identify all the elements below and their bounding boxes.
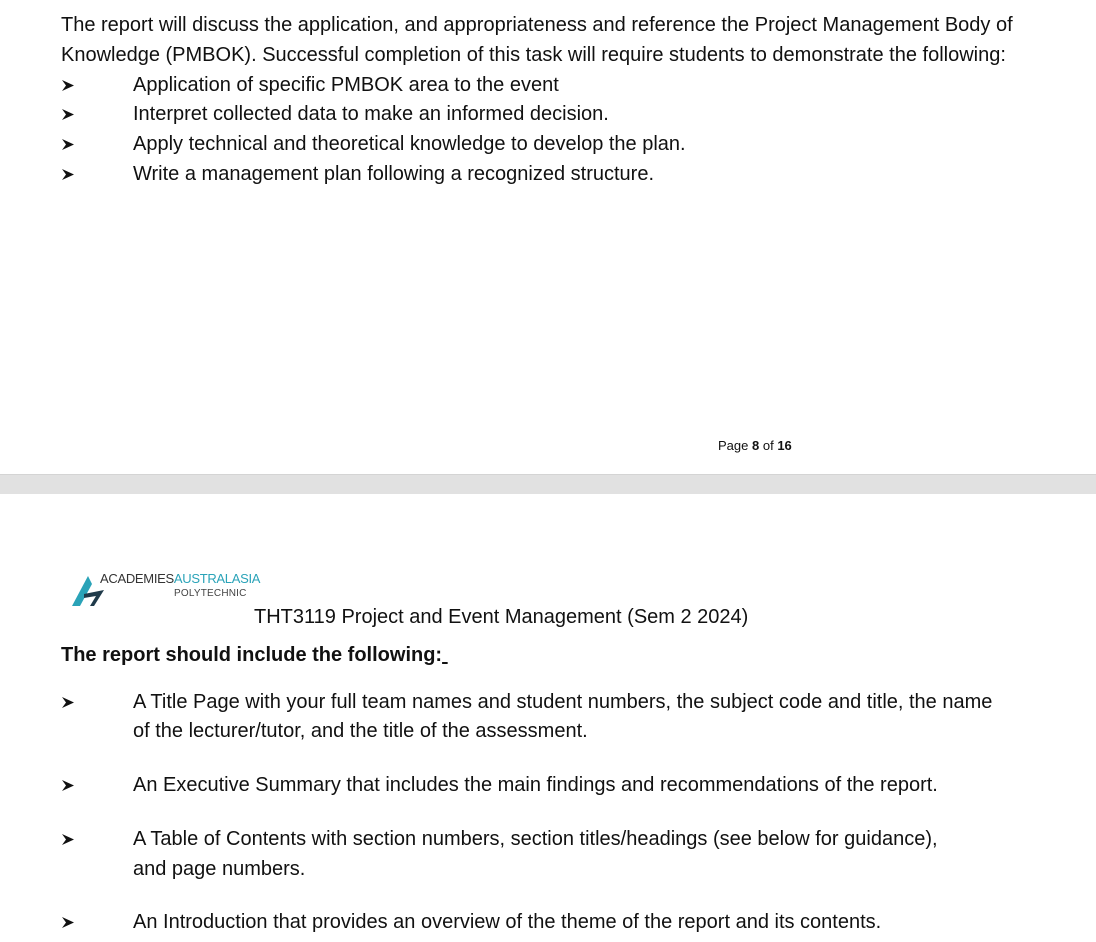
- intro-paragraph: [61, 10, 1041, 70]
- logo-word-polytechnic: POLYTECHNIC: [174, 588, 247, 599]
- arrow-bullet-icon: [61, 138, 75, 151]
- bullet-text: Write a management plan following a recognized structure.: [133, 163, 655, 185]
- bullet-text-line: A Title Page with your full team names and student numbers, the subject code and title, the name: [133, 691, 993, 713]
- intro-line-1: The report will discuss the application, and appropriateness and reference the Project Management Body of: [61, 14, 1013, 36]
- page-number-total: 16: [777, 438, 792, 453]
- page-separator: [0, 474, 1096, 494]
- arrow-bullet-icon: [61, 696, 75, 709]
- arrow-bullet-icon: [61, 108, 75, 121]
- section-heading-text: The report should include the following:: [61, 644, 443, 666]
- bullet-text-line: of the lecturer/tutor, and the title of the assessment.: [133, 720, 588, 742]
- bullet-text-line: An Introduction that provides an overview of the theme of the report and its contents.: [133, 911, 882, 933]
- page-number-of: of: [762, 438, 774, 453]
- logo-word-academies: ACADEMIES: [100, 571, 174, 586]
- logo-word-australasia: AUSTRALASIA: [173, 571, 261, 586]
- bullet-text: Apply technical and theoretical knowledge to develop the plan.: [133, 133, 686, 155]
- bullet-text-line: An Executive Summary that includes the main findings and recommendations of the report.: [133, 774, 938, 796]
- logo-wordmark: [100, 571, 260, 586]
- page-number-current: 8: [752, 438, 760, 453]
- arrow-bullet-icon: [61, 779, 75, 792]
- course-title: THT3119 Project and Event Management (Sem 2 2024): [254, 606, 749, 628]
- arrow-bullet-icon: [61, 916, 75, 929]
- bullet-text: Interpret collected data to make an informed decision.: [133, 103, 609, 125]
- intro-line-2: Knowledge (PMBOK). Successful completion of this task will require students to demonstrate the following:: [61, 44, 1006, 66]
- document-page-9: [0, 494, 1096, 942]
- arrow-bullet-icon: [61, 79, 75, 92]
- bullet-text-line: A Table of Contents with section numbers, section titles/headings (see below for guidance),: [133, 828, 938, 850]
- bullet-text: Application of specific PMBOK area to the event: [133, 74, 559, 96]
- section-heading: [61, 640, 448, 670]
- arrow-bullet-icon: [61, 833, 75, 846]
- page-number-prefix: Page: [718, 438, 749, 453]
- institution-logo: [70, 566, 261, 612]
- page-number: [718, 438, 792, 453]
- bullet-text-line: and page numbers.: [133, 858, 306, 880]
- arrow-bullet-icon: [61, 168, 75, 181]
